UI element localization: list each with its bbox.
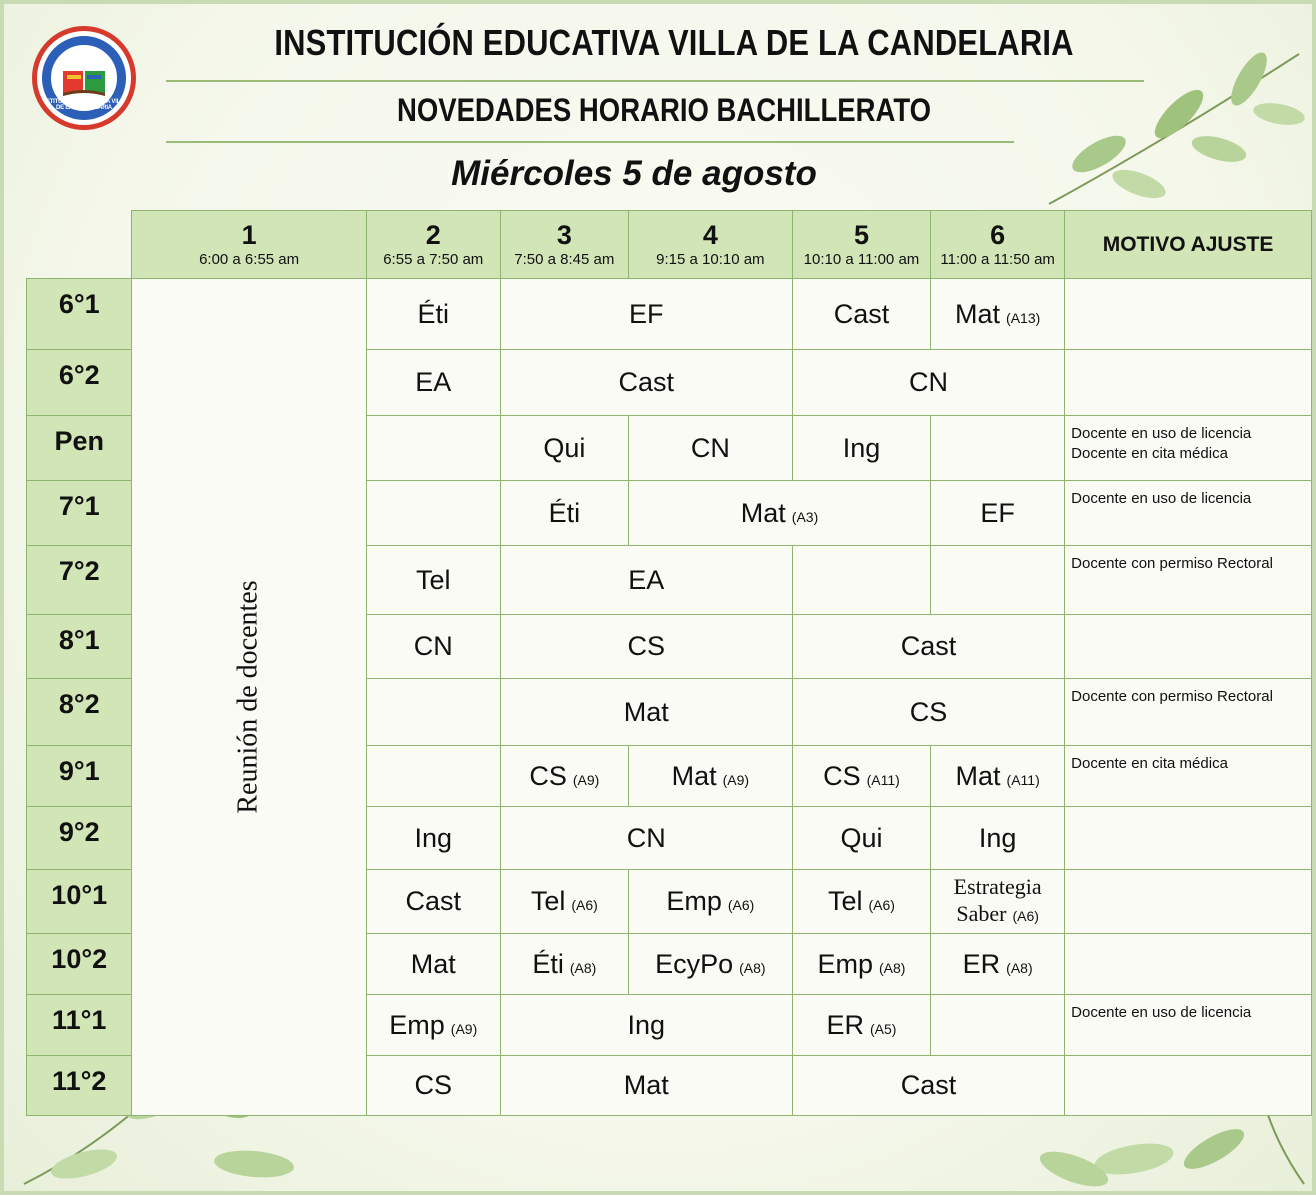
class-cell: Mat (A3)	[628, 481, 930, 546]
group-label: 8°2	[27, 679, 132, 746]
reunion-cell	[132, 279, 366, 1116]
class-cell: CS (A11)	[792, 746, 930, 807]
class-cell: Cast	[500, 350, 792, 416]
class-cell	[931, 546, 1065, 615]
subtitle: NOVEDADES HORARIO BACHILLERATO	[396, 92, 932, 128]
class-cell: Tel (A6)	[792, 870, 930, 934]
class-cell: Tel (A6)	[500, 870, 628, 934]
class-cell: Cast	[792, 615, 1064, 679]
class-cell	[366, 416, 500, 481]
class-cell: Éti	[366, 279, 500, 350]
group-label: 9°2	[27, 807, 132, 870]
group-label: 7°2	[27, 546, 132, 615]
class-cell: ER (A5)	[792, 995, 930, 1056]
class-cell: CS (A9)	[500, 746, 628, 807]
class-cell: Mat (A9)	[628, 746, 792, 807]
motivo-cell	[1065, 615, 1312, 679]
class-cell	[366, 679, 500, 746]
institution-title: INSTITUCIÓN EDUCATIVA VILLA DE LA CANDELARIA	[274, 22, 1074, 63]
motivo-cell: Docente en cita médica	[1065, 746, 1312, 807]
class-cell: EcyPo (A8)	[628, 934, 792, 995]
reunion-label: Reunión de docentes	[233, 580, 265, 814]
class-cell: Qui	[500, 416, 628, 481]
motivo-cell: Docente con permiso Rectoral	[1065, 679, 1312, 746]
motivo-cell: Docente en uso de licencia Docente en cita médica	[1065, 416, 1312, 481]
group-label: 11°1	[27, 995, 132, 1056]
motivo-cell: Docente en uso de licencia	[1065, 995, 1312, 1056]
class-cell: CS	[366, 1056, 500, 1116]
class-cell	[931, 995, 1065, 1056]
class-cell: Tel	[366, 546, 500, 615]
table-row	[27, 279, 1312, 350]
header-row	[27, 211, 1312, 279]
motivo-cell	[1065, 807, 1312, 870]
motivo-cell: Docente con permiso Rectoral	[1065, 546, 1312, 615]
title-divider-1	[166, 80, 1144, 82]
class-cell: ER (A8)	[931, 934, 1065, 995]
group-label: 6°1	[27, 279, 132, 350]
motivo-cell	[1065, 1056, 1312, 1116]
class-cell	[366, 481, 500, 546]
title-divider-2	[166, 141, 1014, 143]
class-cell: Ing	[500, 995, 792, 1056]
period-header-3: 3 7:50 a 8:45 am	[500, 211, 628, 279]
class-cell: Ing	[931, 807, 1065, 870]
motivo-cell	[1065, 870, 1312, 934]
period-header-1: 1 6:00 a 6:55 am	[132, 211, 366, 279]
schedule-table	[26, 210, 1312, 1116]
period-header-6: 6 11:00 a 11:50 am	[931, 211, 1065, 279]
class-cell: Cast	[792, 279, 930, 350]
class-cell: Qui	[792, 807, 930, 870]
group-label: 9°1	[27, 746, 132, 807]
period-header-2: 2 6:55 a 7:50 am	[366, 211, 500, 279]
motivo-cell	[1065, 350, 1312, 416]
class-cell: EA	[366, 350, 500, 416]
class-cell	[366, 746, 500, 807]
class-cell: Éti (A8)	[500, 934, 628, 995]
motivo-cell	[1065, 279, 1312, 350]
class-cell	[931, 416, 1065, 481]
motivo-cell	[1065, 934, 1312, 995]
group-label: 8°1	[27, 615, 132, 679]
corner-cell	[27, 211, 132, 279]
class-cell	[792, 546, 930, 615]
class-cell: CN	[500, 807, 792, 870]
class-cell: EA	[500, 546, 792, 615]
group-label: 7°1	[27, 481, 132, 546]
class-cell: EF	[931, 481, 1065, 546]
group-label: 6°2	[27, 350, 132, 416]
class-cell: Ing	[792, 416, 930, 481]
class-cell: Mat	[500, 1056, 792, 1116]
logo-text: INSTITUCIÓN EDUCATIVA VILLA DE LA CANDELARIA	[40, 99, 128, 111]
class-cell: EF	[500, 279, 792, 350]
group-label: Pen	[27, 416, 132, 481]
class-cell: Emp (A8)	[792, 934, 930, 995]
class-cell: Cast	[792, 1056, 1064, 1116]
class-cell: Ing	[366, 807, 500, 870]
motivo-cell: Docente en uso de licencia	[1065, 481, 1312, 546]
class-cell: Mat (A11)	[931, 746, 1065, 807]
group-label: 11°2	[27, 1056, 132, 1116]
class-cell: CS	[792, 679, 1064, 746]
class-cell: Éti	[500, 481, 628, 546]
school-logo	[32, 26, 136, 130]
group-label: 10°1	[27, 870, 132, 934]
date-title: Miércoles 5 de agosto	[451, 154, 817, 193]
class-cell: Mat (A13)	[931, 279, 1065, 350]
class-cell: Mat	[366, 934, 500, 995]
class-cell: Emp (A9)	[366, 995, 500, 1056]
motivo-header: MOTIVO AJUSTE	[1065, 211, 1312, 279]
class-cell: Emp (A6)	[628, 870, 792, 934]
class-cell: Cast	[366, 870, 500, 934]
class-cell: CN	[792, 350, 1064, 416]
class-cell: Estrategia Saber (A6)	[931, 870, 1065, 934]
group-label: 10°2	[27, 934, 132, 995]
open-book-icon	[61, 67, 107, 97]
class-cell: CN	[628, 416, 792, 481]
period-header-4: 4 9:15 a 10:10 am	[628, 211, 792, 279]
class-cell: CS	[500, 615, 792, 679]
class-cell: Mat	[500, 679, 792, 746]
period-header-5: 5 10:10 a 11:00 am	[792, 211, 930, 279]
class-cell: CN	[366, 615, 500, 679]
leaf-branch-top-right-icon	[1039, 34, 1309, 224]
